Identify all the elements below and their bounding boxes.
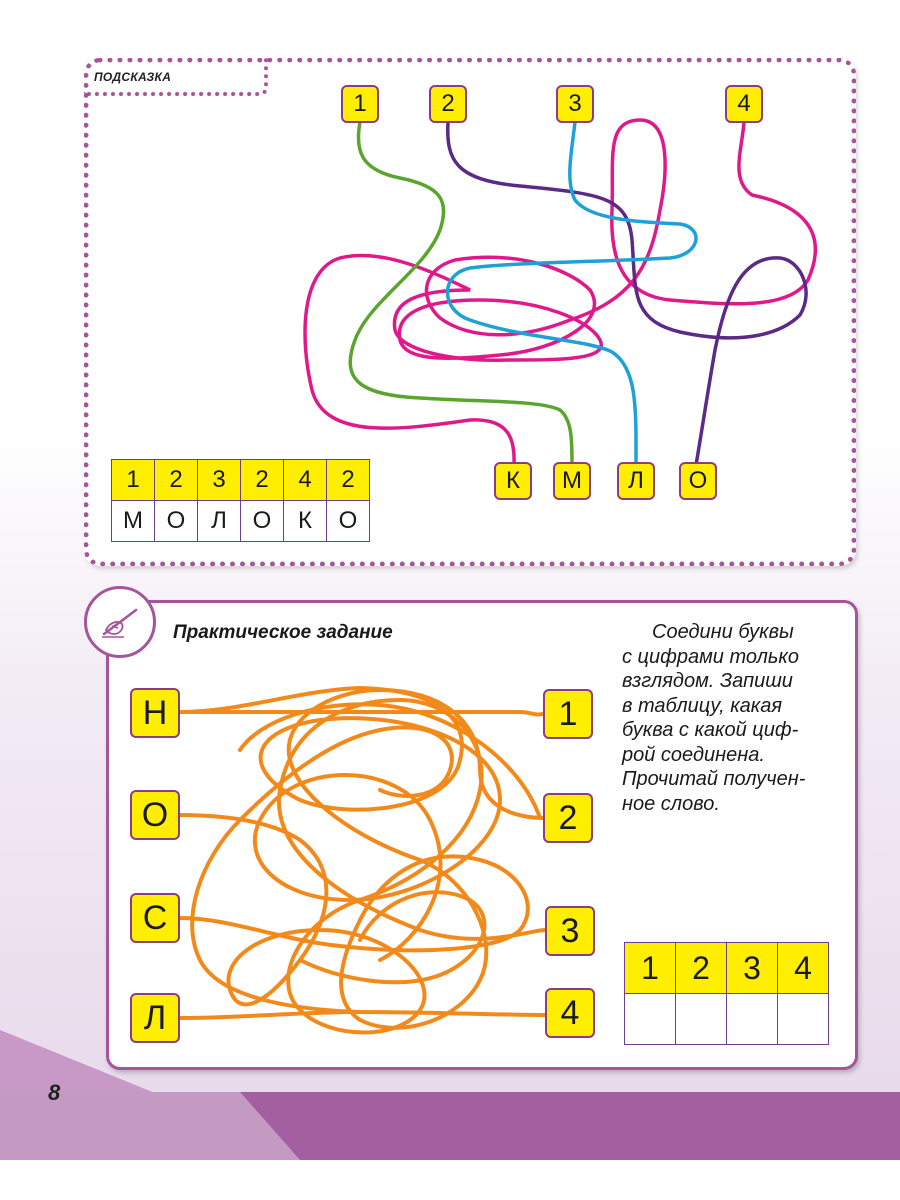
hint-table-number: 4	[284, 460, 327, 501]
hint-number-4: 4	[725, 85, 763, 123]
instructions-line: ное слово.	[622, 792, 720, 815]
instructions-line: буква с какой циф-	[622, 719, 799, 741]
hint-table-letter: О	[241, 501, 284, 542]
hint-letter-l: Л	[617, 462, 655, 500]
answer-blank-cell[interactable]	[676, 994, 727, 1045]
hint-label: ПОДСКАЗКА	[94, 70, 172, 84]
hint-number-2: 2	[429, 85, 467, 123]
answer-table-number: 3	[727, 943, 778, 994]
hint-letter-m: М	[553, 462, 591, 500]
hint-letter-o: О	[679, 462, 717, 500]
page-margin	[0, 1160, 900, 1200]
hint-table-number: 2	[241, 460, 284, 501]
hint-number-3: 3	[556, 85, 594, 123]
practice-letter-o: О	[130, 790, 180, 840]
practice-number-4: 4	[545, 988, 595, 1038]
hint-table-number: 1	[112, 460, 155, 501]
instructions-line: Соедини буквы	[652, 621, 794, 643]
hint-table-letter: О	[155, 501, 198, 542]
practice-letter-s: С	[130, 893, 180, 943]
instructions-line: с цифрами только	[622, 645, 799, 668]
hint-table-number: 2	[155, 460, 198, 501]
hint-number-1: 1	[341, 85, 379, 123]
answer-blank-cell[interactable]	[778, 994, 829, 1045]
hint-table-letter: К	[284, 501, 327, 542]
hint-letter-k: К	[494, 462, 532, 500]
answer-blank-cell[interactable]	[727, 994, 778, 1045]
instructions-line: рой соединена.	[622, 743, 765, 766]
practice-number-3: 3	[545, 906, 595, 956]
practice-title: Практическое задание	[173, 622, 393, 643]
page-number: 8	[48, 1080, 61, 1105]
hint-table-number: 2	[327, 460, 370, 501]
hint-table-letter: Л	[198, 501, 241, 542]
instructions-line: Прочитай получен-	[622, 768, 806, 790]
answer-table-number: 2	[676, 943, 727, 994]
answer-table-number: 4	[778, 943, 829, 994]
hint-table-number: 3	[198, 460, 241, 501]
hint-table-letter: М	[112, 501, 155, 542]
practice-letter-l: Л	[130, 993, 180, 1043]
practice-number-2: 2	[543, 793, 593, 843]
instructions-line: взглядом. Запиши	[622, 670, 793, 692]
practice-line-s	[180, 690, 545, 1028]
answer-table-number: 1	[625, 943, 676, 994]
answer-table	[624, 942, 829, 1045]
practice-letter-n: Н	[130, 688, 180, 738]
instructions-line: в таблицу, какая	[622, 694, 783, 717]
practice-number-1: 1	[543, 689, 593, 739]
hint-table-letter: О	[327, 501, 370, 542]
answer-blank-cell[interactable]	[625, 994, 676, 1045]
